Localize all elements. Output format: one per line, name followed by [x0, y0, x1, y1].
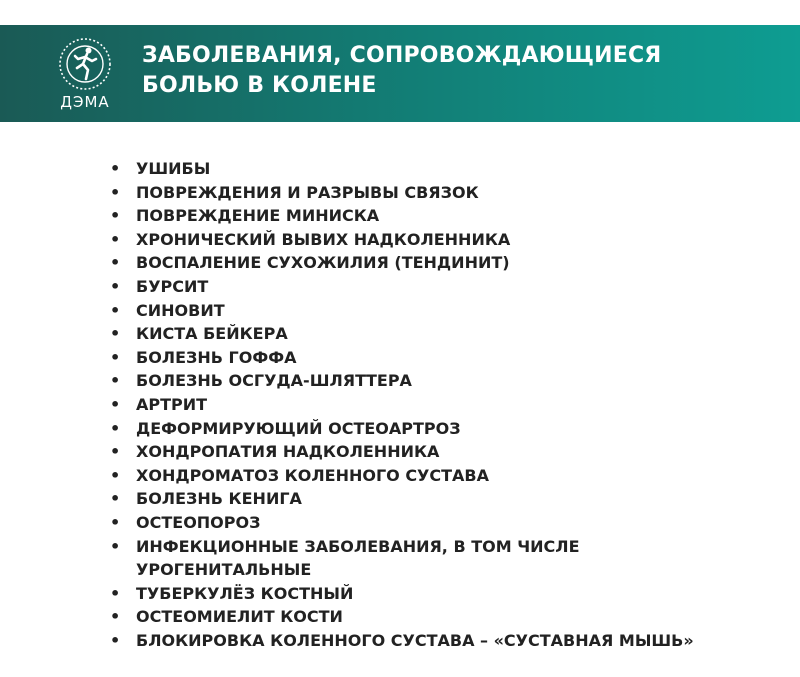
list-item: • БОЛЕЗНЬ ГОФФА [110, 346, 756, 370]
page-title-line-2: БОЛЬЮ В КОЛЕНЕ [142, 73, 377, 98]
list-item: • ВОСПАЛЕНИЕ СУХОЖИЛИЯ (ТЕНДИНИТ) [110, 251, 756, 275]
list-item: • ОСТЕОМИЕЛИТ КОСТИ [110, 605, 756, 629]
disease-list [110, 157, 756, 652]
running-man-icon [50, 35, 120, 93]
logo-text: ДЭМА [60, 93, 110, 111]
list-item: • ИНФЕКЦИОННЫЕ ЗАБОЛЕВАНИЯ, В ТОМ ЧИСЛЕ УРОГЕНИТАЛЬНЫЕ [110, 535, 756, 582]
list-item: • ПОВРЕЖДЕНИЯ И РАЗРЫВЫ СВЯЗОК [110, 181, 756, 205]
list-item: • ХОНДРОМАТОЗ КОЛЕННОГО СУСТАВА [110, 464, 756, 488]
page-title-line-1: ЗАБОЛЕВАНИЯ, СОПРОВОЖДАЮЩИЕСЯ [142, 43, 662, 68]
list-item: • КИСТА БЕЙКЕРА [110, 322, 756, 346]
list-item: • ХОНДРОПАТИЯ НАДКОЛЕННИКА [110, 440, 756, 464]
list-item: • ДЕФОРМИРУЮЩИЙ ОСТЕОАРТРОЗ [110, 417, 756, 441]
list-item: • ПОВРЕЖДЕНИЕ МИНИСКА [110, 204, 756, 228]
list-item: • ОСТЕОПОРОЗ [110, 511, 756, 535]
list-item: • БЛОКИРОВКА КОЛЕННОГО СУСТАВА – «СУСТАВНАЯ МЫШЬ» [110, 629, 756, 653]
list-item: • ХРОНИЧЕСКИЙ ВЫВИХ НАДКОЛЕННИКА [110, 228, 756, 252]
list-item: • БУРСИТ [110, 275, 756, 299]
list-item: • БОЛЕЗНЬ КЕНИГА [110, 487, 756, 511]
list-item: • АРТРИТ [110, 393, 756, 417]
list-item: • БОЛЕЗНЬ ОСГУДА-ШЛЯТТЕРА [110, 369, 756, 393]
page-title [142, 41, 661, 101]
list-item: • ТУБЕРКУЛЁЗ КОСТНЫЙ [110, 582, 756, 606]
list-item: • УШИБЫ [110, 157, 756, 181]
header-banner [0, 25, 800, 122]
list-item: • СИНОВИТ [110, 299, 756, 323]
logo [50, 35, 120, 115]
